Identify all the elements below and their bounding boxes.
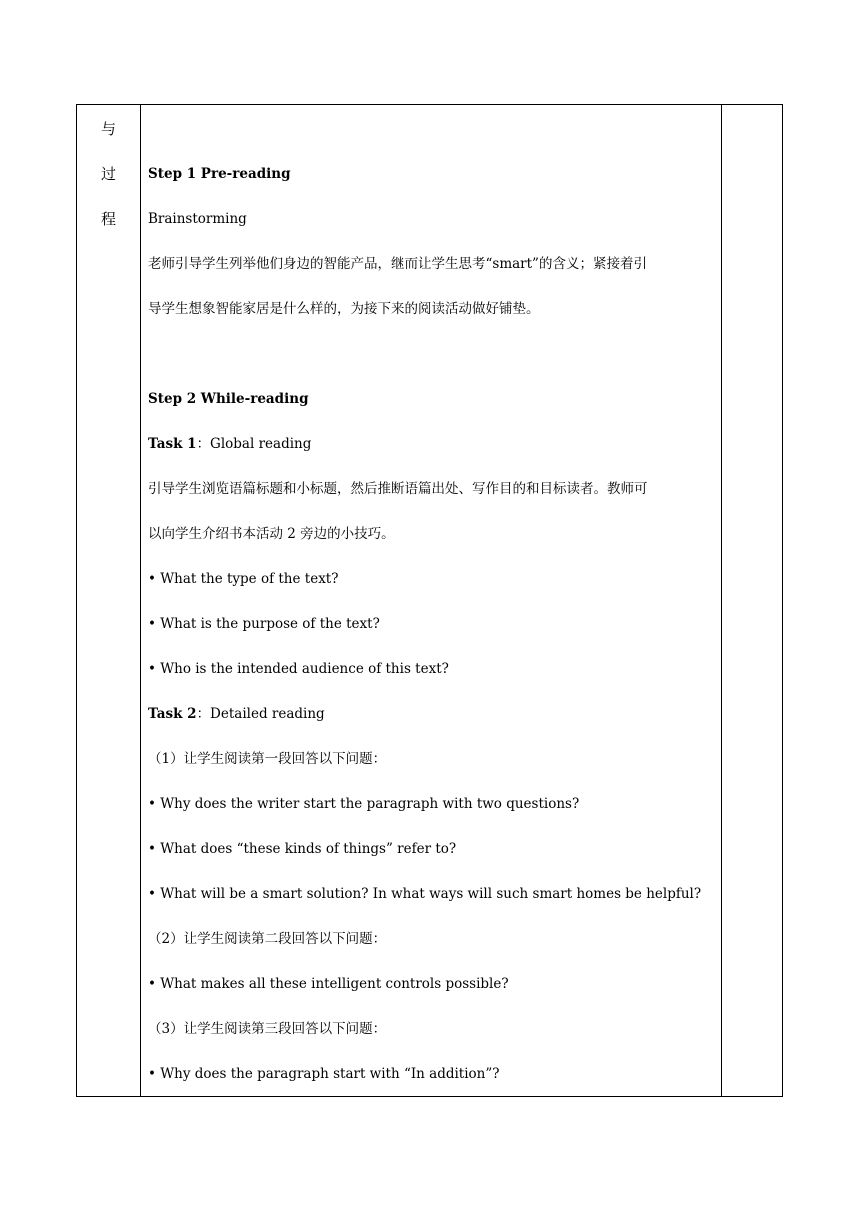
task1-description: 引导学生浏览语篇标题和小标题，然后推断语篇出处、写作目的和目标读者。教师可 xyxy=(148,481,648,497)
column-divider-left xyxy=(140,105,141,1096)
brainstorming-label: Brainstorming xyxy=(148,211,247,227)
list-item: • What does “these kinds of things” refer to? xyxy=(148,841,457,857)
task1-name: ：Global reading xyxy=(196,436,312,452)
para1-prompt: （1）让学生阅读第一段回答以下问题： xyxy=(148,751,387,767)
task2-label: Task 2 xyxy=(148,706,197,722)
list-item: • Why does the paragraph start with “In addition”? xyxy=(148,1066,500,1082)
task1-line xyxy=(148,434,311,454)
list-item: • What is the purpose of the text? xyxy=(148,616,380,632)
list-item: • Why does the writer start the paragraph with two questions? xyxy=(148,796,580,812)
step1-heading: Step 1 Pre-reading xyxy=(148,166,291,182)
list-item: • What the type of the text? xyxy=(148,571,339,587)
para3-prompt: （3）让学生阅读第三段回答以下问题： xyxy=(148,1021,387,1037)
list-item: • What makes all these intelligent controls possible? xyxy=(148,976,509,992)
step1-description: 导学生想象智能家居是什么样的，为接下来的阅读活动做好铺垫。 xyxy=(148,301,540,317)
left-label-char: 过 xyxy=(100,165,116,183)
column-divider-right xyxy=(721,105,722,1096)
task2-line xyxy=(148,704,325,724)
lesson-plan-table xyxy=(76,104,783,1097)
task1-description: 以向学生介绍书本活动 2 旁边的小技巧。 xyxy=(148,526,395,542)
left-label-char: 程 xyxy=(100,210,116,228)
task1-label: Task 1 xyxy=(148,436,197,452)
step1-description: 老师引导学生列举他们身边的智能产品，继而让学生思考“smart”的含义；紧接着引 xyxy=(148,256,647,272)
task2-name: ：Detailed reading xyxy=(196,706,325,722)
left-label-char: 与 xyxy=(100,120,116,138)
list-item: • What will be a smart solution? In what ways will such smart homes be helpful? xyxy=(148,886,702,902)
para2-prompt: （2）让学生阅读第二段回答以下问题： xyxy=(148,931,387,947)
list-item: • Who is the intended audience of this text? xyxy=(148,661,449,677)
step2-heading: Step 2 While-reading xyxy=(148,391,309,407)
